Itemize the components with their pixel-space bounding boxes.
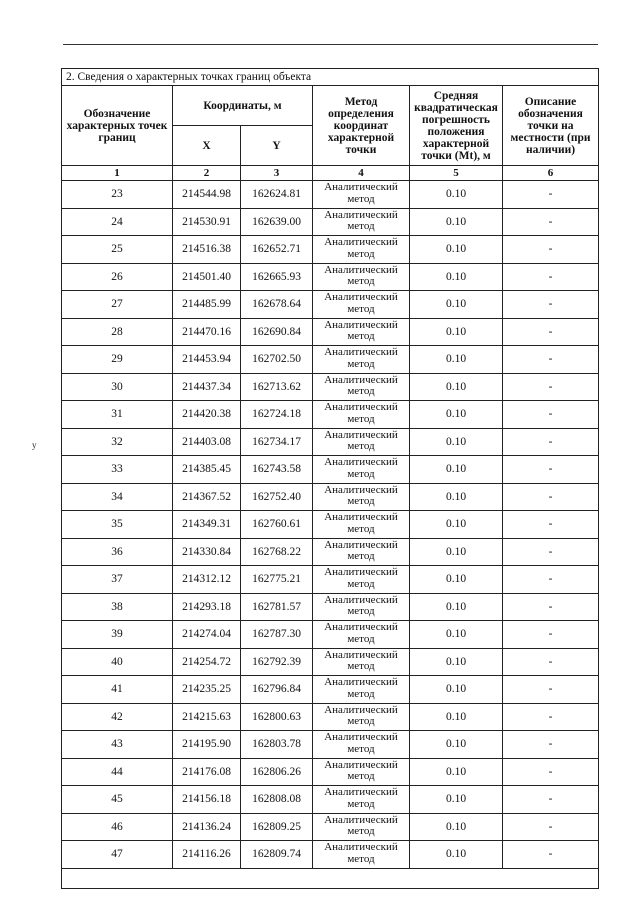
empty-footer-row [62,868,599,888]
method-cell: Аналитический метод [313,373,410,401]
accuracy-cell: 0.10 [410,263,503,291]
header-method: Метод определения координат характерной точки [313,86,410,166]
method-cell: Аналитический метод [313,456,410,484]
y-cell: 162787.30 [241,621,313,649]
method-cell: Аналитический метод [313,703,410,731]
header-description: Описание обозначения точки на местности (при наличии) [503,86,599,166]
table-row [62,538,599,566]
table-row [62,648,599,676]
y-cell: 162806.26 [241,758,313,786]
table-row [62,236,599,264]
description-cell: - [503,593,599,621]
y-cell: 162713.62 [241,373,313,401]
x-cell: 214195.90 [173,731,241,759]
accuracy-cell: 0.10 [410,758,503,786]
description-cell: - [503,428,599,456]
section-title: 2. Сведения о характерных точках границ объекта [62,69,599,86]
description-cell: - [503,291,599,319]
points-table [61,68,599,889]
x-cell: 214453.94 [173,346,241,374]
description-cell: - [503,538,599,566]
x-cell: 214215.63 [173,703,241,731]
column-number: 1 [62,166,173,181]
method-cell: Аналитический метод [313,786,410,814]
accuracy-cell: 0.10 [410,456,503,484]
description-cell: - [503,208,599,236]
x-cell: 214530.91 [173,208,241,236]
accuracy-cell: 0.10 [410,676,503,704]
method-cell: Аналитический метод [313,566,410,594]
table-row [62,703,599,731]
accuracy-cell: 0.10 [410,511,503,539]
description-cell: - [503,731,599,759]
accuracy-cell: 0.10 [410,346,503,374]
point-cell: 26 [62,263,173,291]
x-cell: 214330.84 [173,538,241,566]
table-row [62,373,599,401]
method-cell: Аналитический метод [313,428,410,456]
accuracy-cell: 0.10 [410,841,503,869]
x-cell: 214516.38 [173,236,241,264]
table-row [62,511,599,539]
description-cell: - [503,346,599,374]
method-cell: Аналитический метод [313,346,410,374]
point-cell: 45 [62,786,173,814]
method-cell: Аналитический метод [313,208,410,236]
x-cell: 214293.18 [173,593,241,621]
x-cell: 214176.08 [173,758,241,786]
y-cell: 162652.71 [241,236,313,264]
accuracy-cell: 0.10 [410,813,503,841]
x-cell: 214235.25 [173,676,241,704]
point-cell: 46 [62,813,173,841]
accuracy-cell: 0.10 [410,593,503,621]
accuracy-cell: 0.10 [410,428,503,456]
y-cell: 162639.00 [241,208,313,236]
point-cell: 29 [62,346,173,374]
point-cell: 44 [62,758,173,786]
y-cell: 162760.61 [241,511,313,539]
x-cell: 214312.12 [173,566,241,594]
y-cell: 162781.57 [241,593,313,621]
y-cell: 162678.64 [241,291,313,319]
x-cell: 214349.31 [173,511,241,539]
y-cell: 162809.74 [241,841,313,869]
column-number: 3 [241,166,313,181]
accuracy-cell: 0.10 [410,648,503,676]
column-number: 5 [410,166,503,181]
x-cell: 214437.34 [173,373,241,401]
accuracy-cell: 0.10 [410,483,503,511]
accuracy-cell: 0.10 [410,566,503,594]
description-cell: - [503,373,599,401]
table-row [62,208,599,236]
method-cell: Аналитический метод [313,758,410,786]
y-cell: 162775.21 [241,566,313,594]
method-cell: Аналитический метод [313,236,410,264]
table-row [62,813,599,841]
table-row [62,181,599,209]
method-cell: Аналитический метод [313,648,410,676]
description-cell: - [503,318,599,346]
accuracy-cell: 0.10 [410,731,503,759]
description-cell: - [503,786,599,814]
column-number: 6 [503,166,599,181]
y-cell: 162803.78 [241,731,313,759]
header-y: Y [241,126,313,166]
x-cell: 214156.18 [173,786,241,814]
accuracy-cell: 0.10 [410,703,503,731]
description-cell: - [503,456,599,484]
point-cell: 25 [62,236,173,264]
column-number: 4 [313,166,410,181]
description-cell: - [503,841,599,869]
description-cell: - [503,236,599,264]
x-cell: 214116.26 [173,841,241,869]
description-cell: - [503,648,599,676]
x-cell: 214470.16 [173,318,241,346]
point-cell: 32 [62,428,173,456]
point-cell: 34 [62,483,173,511]
point-cell: 37 [62,566,173,594]
x-cell: 214367.52 [173,483,241,511]
y-cell: 162796.84 [241,676,313,704]
x-cell: 214485.99 [173,291,241,319]
y-cell: 162743.58 [241,456,313,484]
table-row [62,483,599,511]
table-row [62,456,599,484]
point-cell: 33 [62,456,173,484]
header-accuracy: Средняя квадратическая погрешность положения характерной точки (Mt), м [410,86,503,166]
point-cell: 30 [62,373,173,401]
accuracy-cell: 0.10 [410,786,503,814]
accuracy-cell: 0.10 [410,291,503,319]
method-cell: Аналитический метод [313,318,410,346]
method-cell: Аналитический метод [313,483,410,511]
x-cell: 214254.72 [173,648,241,676]
point-cell: 38 [62,593,173,621]
point-cell: 43 [62,731,173,759]
column-number: 2 [173,166,241,181]
x-cell: 214403.08 [173,428,241,456]
accuracy-cell: 0.10 [410,373,503,401]
table-row [62,263,599,291]
y-cell: 162690.84 [241,318,313,346]
y-cell: 162792.39 [241,648,313,676]
point-cell: 27 [62,291,173,319]
accuracy-cell: 0.10 [410,236,503,264]
point-cell: 36 [62,538,173,566]
description-cell: - [503,703,599,731]
side-mark: у [32,440,37,450]
table-row [62,566,599,594]
description-cell: - [503,758,599,786]
method-cell: Аналитический метод [313,813,410,841]
point-cell: 40 [62,648,173,676]
description-cell: - [503,401,599,429]
method-cell: Аналитический метод [313,538,410,566]
method-cell: Аналитический метод [313,401,410,429]
method-cell: Аналитический метод [313,181,410,209]
point-cell: 23 [62,181,173,209]
description-cell: - [503,263,599,291]
empty-footer-cell [62,868,599,888]
y-cell: 162800.63 [241,703,313,731]
x-cell: 214544.98 [173,181,241,209]
y-cell: 162809.25 [241,813,313,841]
method-cell: Аналитический метод [313,511,410,539]
table-row [62,621,599,649]
table-row [62,786,599,814]
description-cell: - [503,181,599,209]
table-body [62,181,599,869]
table-row [62,318,599,346]
header-coordinates: Координаты, м [173,86,313,126]
table-row [62,676,599,704]
description-cell: - [503,813,599,841]
y-cell: 162624.81 [241,181,313,209]
method-cell: Аналитический метод [313,593,410,621]
point-cell: 39 [62,621,173,649]
y-cell: 162702.50 [241,346,313,374]
description-cell: - [503,566,599,594]
point-cell: 41 [62,676,173,704]
point-cell: 35 [62,511,173,539]
point-cell: 47 [62,841,173,869]
x-cell: 214420.38 [173,401,241,429]
accuracy-cell: 0.10 [410,181,503,209]
point-cell: 42 [62,703,173,731]
table-row [62,593,599,621]
table-row [62,291,599,319]
y-cell: 162752.40 [241,483,313,511]
header-point-designation: Обозначение характерных точек границ [62,86,173,166]
table-row [62,401,599,429]
table-row [62,758,599,786]
top-rule [63,44,598,45]
method-cell: Аналитический метод [313,263,410,291]
x-cell: 214136.24 [173,813,241,841]
description-cell: - [503,621,599,649]
method-cell: Аналитический метод [313,291,410,319]
description-cell: - [503,511,599,539]
table-row [62,346,599,374]
point-cell: 28 [62,318,173,346]
y-cell: 162808.08 [241,786,313,814]
table-row [62,428,599,456]
y-cell: 162768.22 [241,538,313,566]
header-x: X [173,126,241,166]
method-cell: Аналитический метод [313,621,410,649]
accuracy-cell: 0.10 [410,318,503,346]
description-cell: - [503,676,599,704]
table-row [62,841,599,869]
description-cell: - [503,483,599,511]
x-cell: 214274.04 [173,621,241,649]
accuracy-cell: 0.10 [410,538,503,566]
x-cell: 214385.45 [173,456,241,484]
point-cell: 24 [62,208,173,236]
method-cell: Аналитический метод [313,676,410,704]
method-cell: Аналитический метод [313,841,410,869]
accuracy-cell: 0.10 [410,208,503,236]
y-cell: 162665.93 [241,263,313,291]
accuracy-cell: 0.10 [410,401,503,429]
table-row [62,731,599,759]
point-cell: 31 [62,401,173,429]
accuracy-cell: 0.10 [410,621,503,649]
y-cell: 162724.18 [241,401,313,429]
x-cell: 214501.40 [173,263,241,291]
method-cell: Аналитический метод [313,731,410,759]
y-cell: 162734.17 [241,428,313,456]
